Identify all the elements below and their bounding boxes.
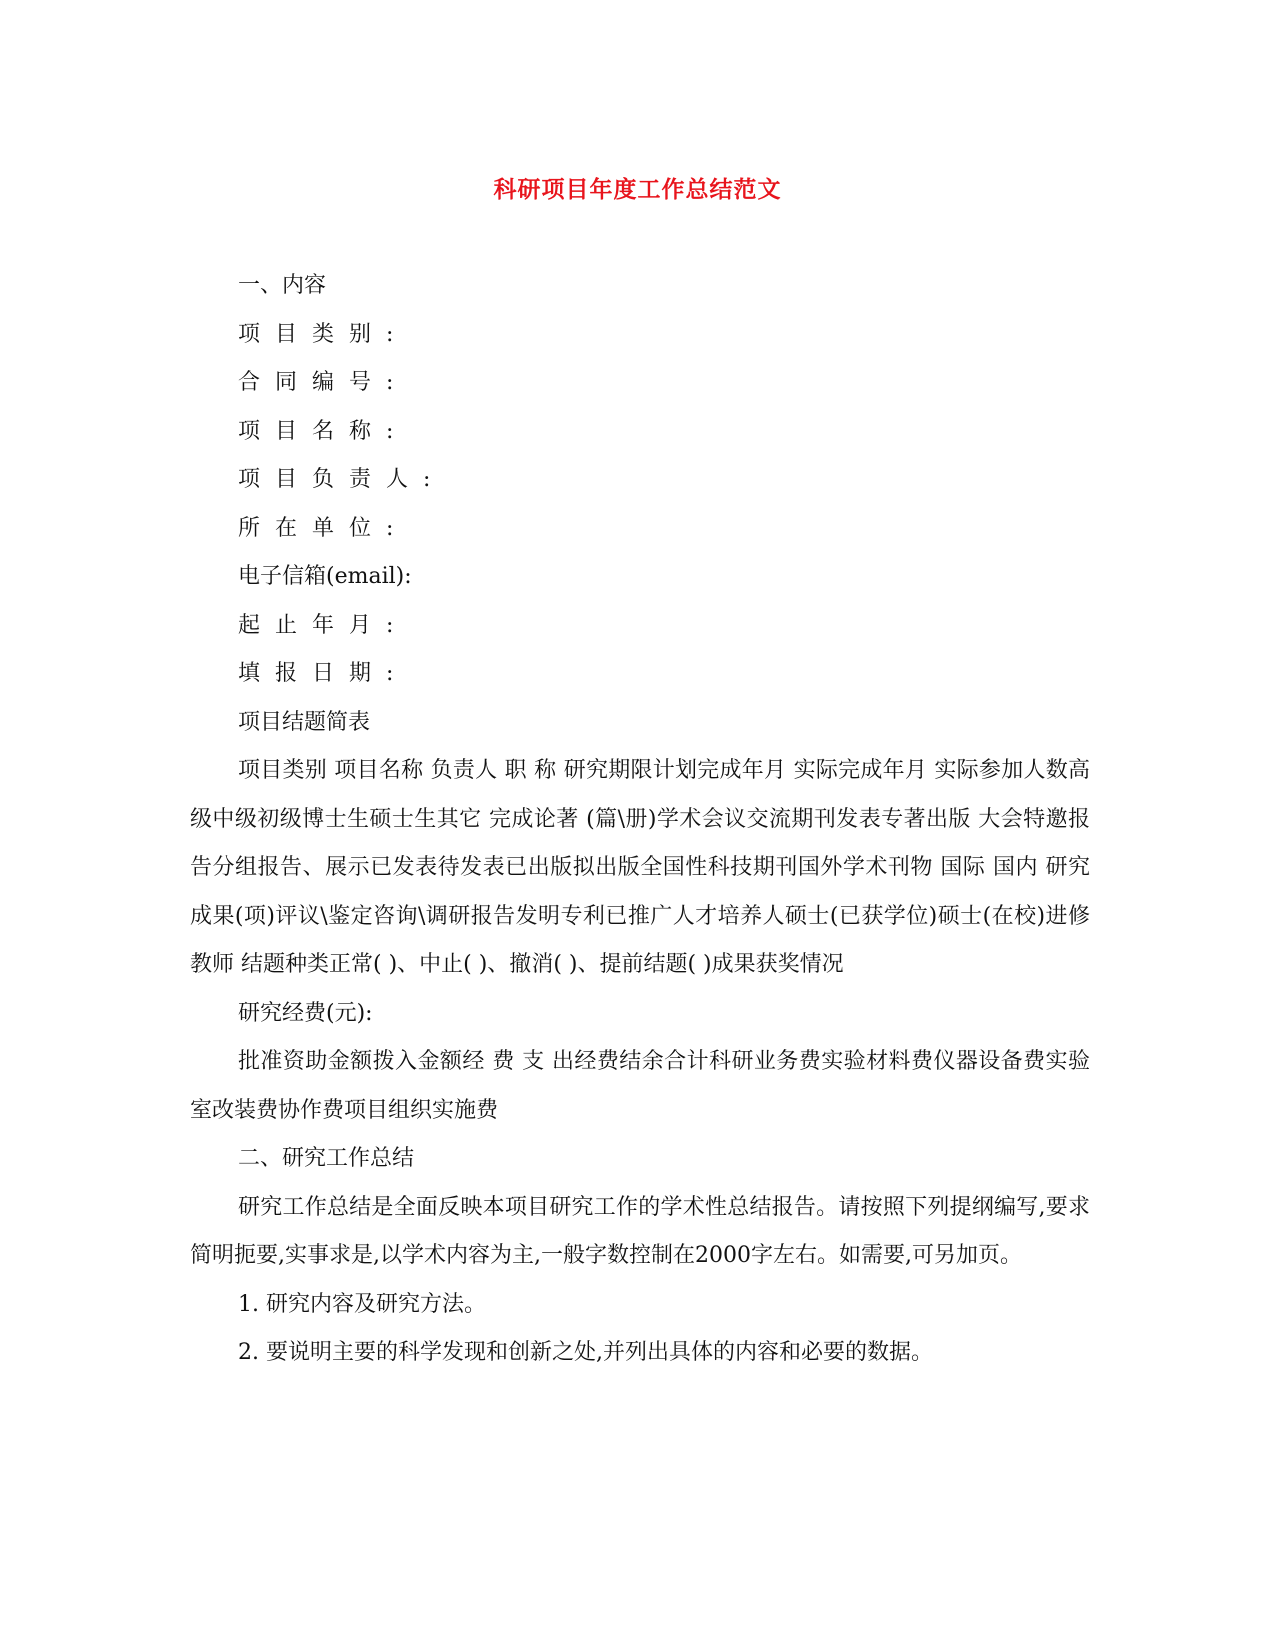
field-label: 项目名称:: [238, 418, 409, 444]
list-item: 2. 要说明主要的科学发现和创新之处,并列出具体的内容和必要的数据。: [238, 1340, 933, 1365]
field-project-category: [190, 311, 1090, 360]
field-project-leader: [190, 456, 1090, 505]
section2-heading: 二、研究工作总结: [238, 1146, 415, 1171]
field-label: 项目负责人:: [238, 467, 446, 492]
field-label: 起止年月:: [238, 612, 409, 638]
field-label: 项目类别:: [238, 321, 409, 347]
field-affiliation: [190, 505, 1090, 554]
document-title: 科研项目年度工作总结范文: [493, 176, 782, 203]
summary-table-heading: 项目结题简表: [238, 709, 371, 735]
field-label: 合同编号:: [238, 370, 409, 395]
summary-table-body: 项目类别 项目名称 负责人 职 称 研究期限计划完成年月 实际完成年月 实际参加人数高级中级初级博士生硕士生其它 完成论著 (篇\册)学术会议交流期刊发表专著出版 大会特邀报告分组报告、展示已发表待发表已出版拟出版全国性科技期刊国外学术刊物 国际 国内 研究成果(项)评议\鉴定咨询\调研报告发明专利已推广人才培养人硕士(已获学位)硕士(在校)进修教师 结题种类正常( )、中止( )、撤消( )、提前结题( )成果获奖情况: [190, 758, 1090, 977]
funding-body: 批准资助金额拨入金额经 费 支 出经费结余合计科研业务费实验材料费仪器设备费实验室改装费协作费项目组织实施费: [190, 1049, 1090, 1123]
field-project-name: [190, 408, 1090, 457]
field-label: 电子信箱(email):: [238, 564, 412, 589]
field-email: [190, 553, 1090, 602]
field-label: 填报日期:: [238, 661, 409, 686]
list-item: 1. 研究内容及研究方法。: [238, 1291, 486, 1317]
section1-heading: 一、内容: [238, 273, 327, 298]
section2-body: 研究工作总结是全面反映本项目研究工作的学术性总结报告。请按照下列提纲编写,要求简明扼要,实事求是,以学术内容为主,一般字数控制在2000字左右。如需要,可另加页。: [190, 1194, 1090, 1268]
field-report-date: [190, 650, 1090, 699]
field-label: 所在单位:: [238, 515, 409, 541]
field-start-end-date: [190, 602, 1090, 651]
document-body: [190, 262, 1090, 1378]
funding-heading: 研究经费(元):: [238, 1000, 373, 1026]
field-contract-number: [190, 359, 1090, 408]
